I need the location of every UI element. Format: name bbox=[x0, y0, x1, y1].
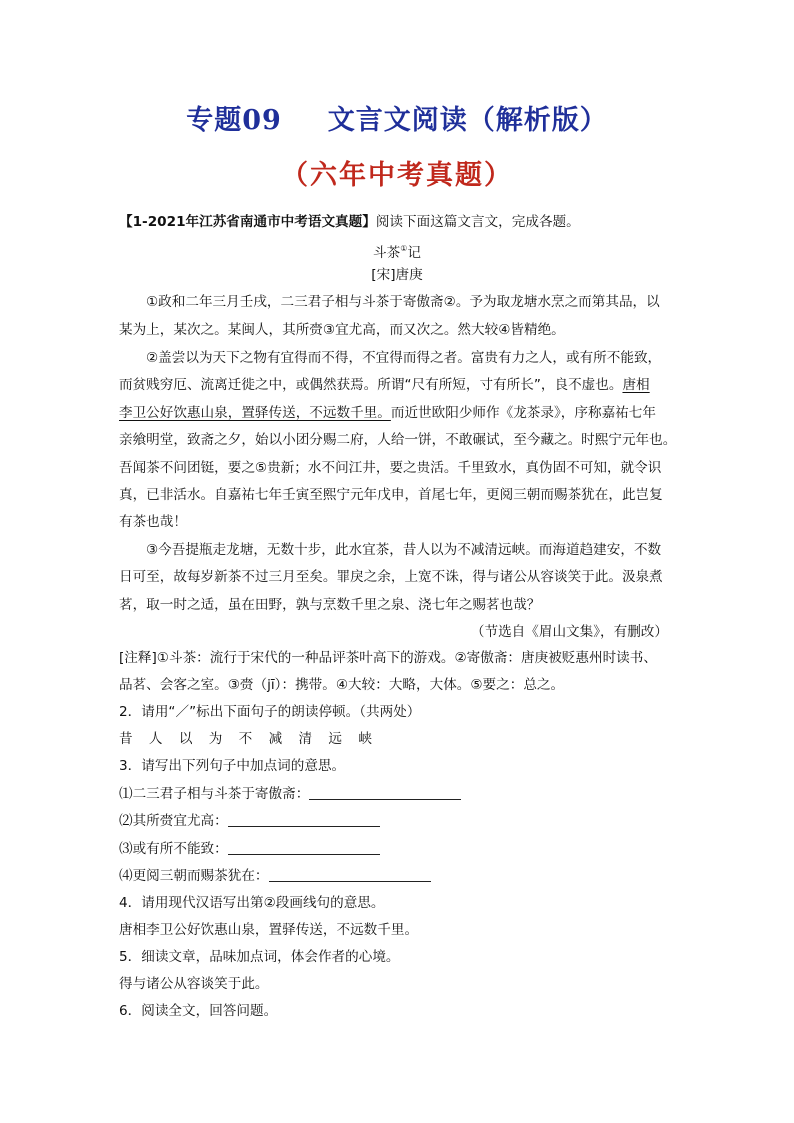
paragraph-1-line: ①政和二年三月壬戌，二三君子相与斗茶于寄傲斋②。予为取龙塘水烹之而第其品，以 bbox=[146, 294, 660, 310]
question-5: 5．细读文章，品味加点词，体会作者的心境。 bbox=[119, 949, 400, 965]
question-instruction: 阅读下面这篇文言文，完成各题。 bbox=[375, 214, 580, 230]
document-subtitle: （六年中考真题） bbox=[281, 160, 513, 191]
question-3: 3．请写出下列句子中加点词的意思。 bbox=[119, 758, 346, 774]
question-3-item: ⑵其所赍宜尤高： bbox=[119, 811, 380, 831]
paragraph-2-line: 吾闻茶不问团铤，要之⑤贵新；水不问江井，要之贵活。千里致水，真伪固不可知，就令识 bbox=[119, 460, 662, 476]
annotation-line: 品茗、会客之室。③赍（jī）：携带。④大较：大略，大体。⑤要之：总之。 bbox=[119, 677, 565, 693]
question-3-item: ⑶或有所不能致： bbox=[119, 839, 380, 859]
paragraph-2-line: 而贫贱穷厄、流离迁徙之中，或偶然获焉。所谓“尺有所短，寸有所长”，良不虚也。唐相 bbox=[119, 377, 650, 393]
question-6: 6．阅读全文，回答问题。 bbox=[119, 1003, 278, 1019]
paragraph-3-line: 日可至，故每岁新茶不过三月至矣。罪戾之余，上宽不诛，得与诸公从容谈笑于此。汲泉煮 bbox=[119, 569, 663, 585]
title-topic-number: 专题09 bbox=[186, 105, 282, 136]
question-source: 【1-2021年江苏省南通市中考语文真题】 bbox=[119, 214, 376, 230]
answer-blank[interactable] bbox=[309, 785, 461, 800]
question-header bbox=[119, 212, 580, 232]
paragraph-3-line: 茗，取一时之适，虽在田野，孰与烹数千里之泉、浇七年之赐茗也哉？ bbox=[119, 597, 541, 613]
paragraph-3-line: ③今吾提瓶走龙塘，无数十步，此水宜茶，昔人以为不减清远峡。而海道趋建安，不数 bbox=[146, 542, 662, 558]
document-title bbox=[0, 98, 794, 137]
paragraph-2-line: 李卫公好饮惠山泉，置驿传送，不远数千里。而近世欧阳少师作《龙茶录》，序称嘉祐七年 bbox=[119, 405, 656, 421]
article-title: 斗茶①记 bbox=[373, 244, 421, 261]
question-5-sentence: 得与诸公从容谈笑于此。 bbox=[119, 976, 269, 992]
question-3-item: ⑷更阅三朝而赐茶犹在： bbox=[119, 866, 431, 886]
answer-blank[interactable] bbox=[269, 867, 431, 882]
paragraph-2-line: ②盖尝以为天下之物有宜得而不得，不宜得而得之者。富贵有力之人，或有所不能致， bbox=[146, 350, 662, 366]
answer-blank[interactable] bbox=[228, 812, 380, 827]
answer-blank[interactable] bbox=[228, 840, 380, 855]
title-topic-name: 文言文阅读（解析版） bbox=[327, 105, 608, 136]
paragraph-2-line: 真，已非活水。自嘉祐七年壬寅至熙宁元年戊申，首尾七年，更阅三朝而赐茶犹在，此岂复 bbox=[119, 487, 663, 503]
question-4-sentence: 唐相李卫公好饮惠山泉，置驿传送，不远数千里。 bbox=[119, 922, 419, 938]
article-source-note: （节选自《眉山文集》，有删改） bbox=[470, 624, 668, 640]
paragraph-2-line: 亲飨明堂，致斋之夕，始以小团分赐二府，人给一饼，不敢碾试，至今藏之。时熙宁元年也。 bbox=[119, 432, 677, 448]
article-author: [宋]唐庚 bbox=[371, 267, 423, 283]
question-2: 2．请用“／”标出下面句子的朗读停顿。（共两处） bbox=[119, 704, 421, 720]
annotation-line: [注释]①斗茶：流行于宋代的一种品评茶叶高下的游戏。②寄傲斋：唐庚被贬惠州时读书、 bbox=[119, 650, 657, 666]
underlined-sentence: 李卫公好饮惠山泉，置驿传送，不远数千里。 bbox=[119, 405, 391, 421]
underlined-sentence: 唐相 bbox=[622, 377, 650, 393]
paragraph-1-line: 某为上，某次之。某闽人，其所赍③宜尤高，而又次之。然大较④皆精绝。 bbox=[119, 322, 565, 338]
question-3-item: ⑴二三君子相与斗茶于寄傲斋： bbox=[119, 784, 461, 804]
paragraph-2-line: 有茶也哉！ bbox=[119, 514, 187, 530]
question-2-sentence: 昔 人 以 为 不 减 清 远 峡 bbox=[119, 731, 378, 747]
question-4: 4．请用现代汉语写出第②段画线句的意思。 bbox=[119, 895, 385, 911]
